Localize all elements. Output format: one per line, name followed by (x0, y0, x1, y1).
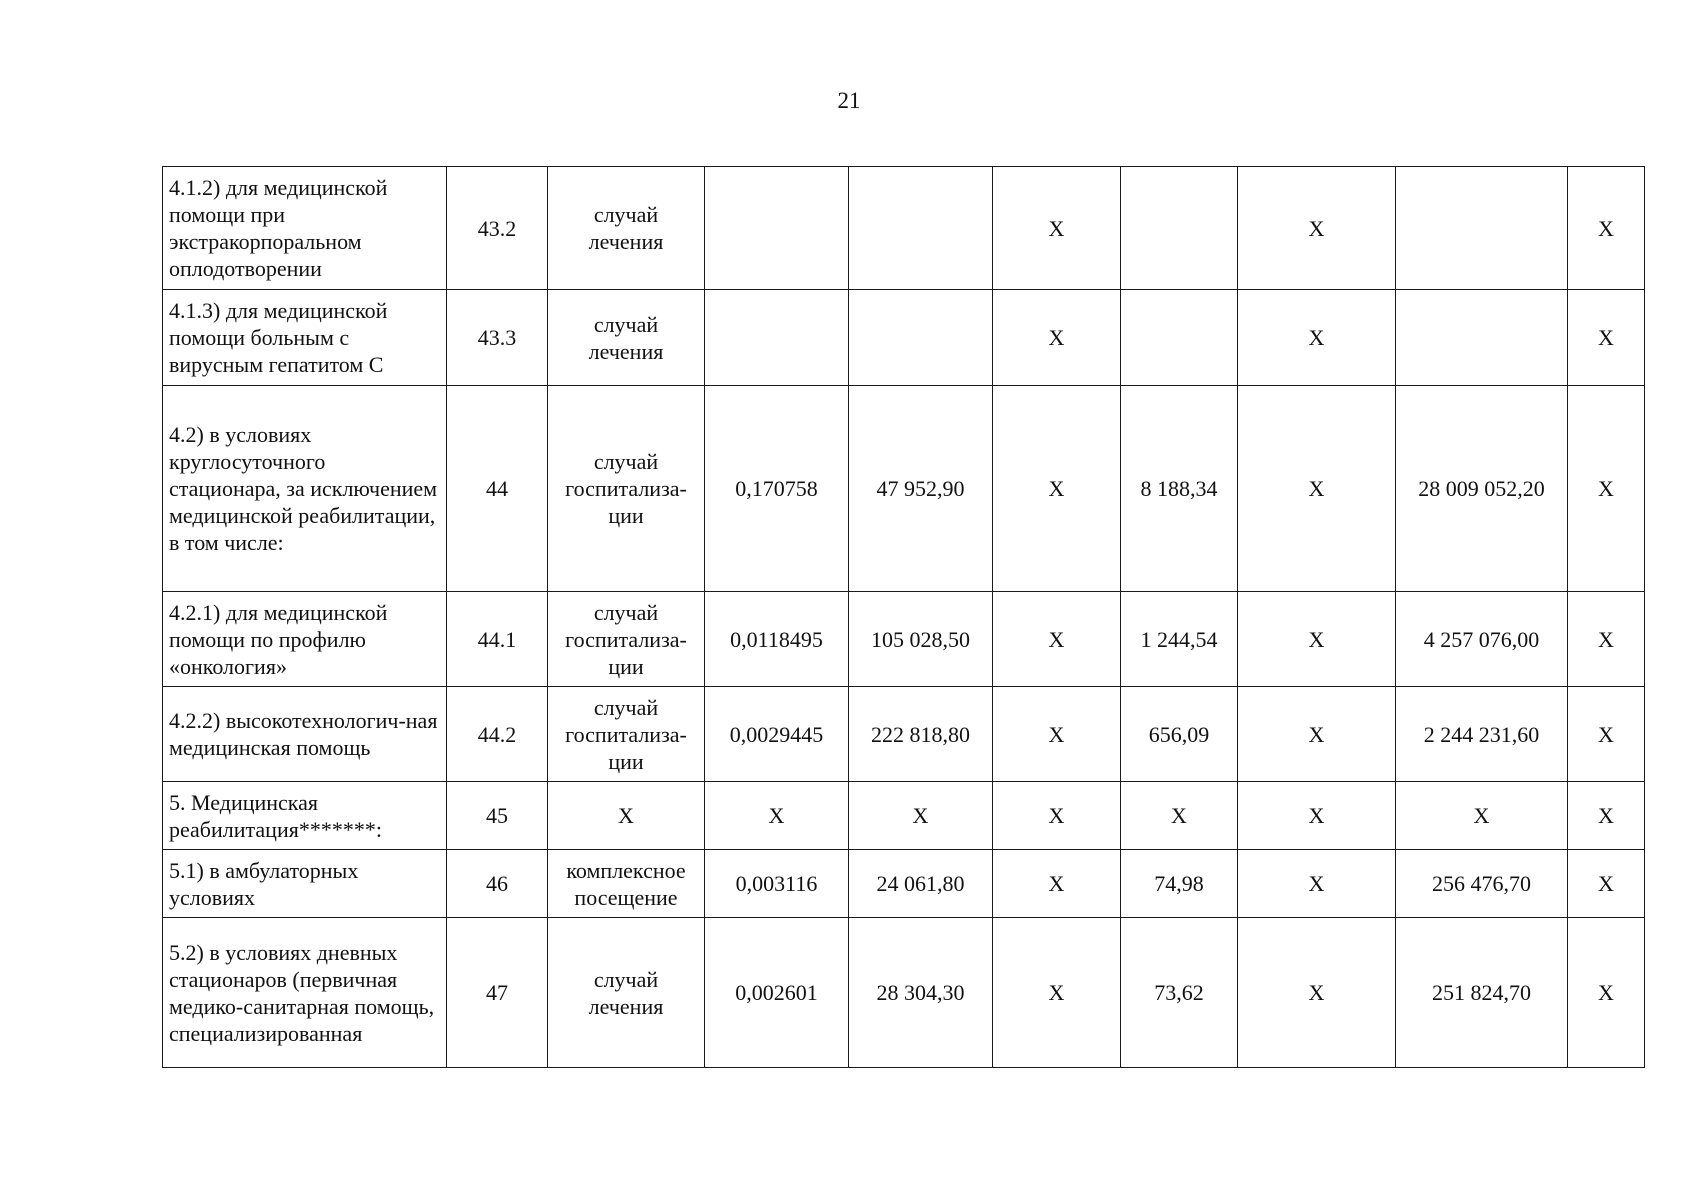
row-line-number: 43.3 (447, 290, 548, 386)
row-norm-volume: 0,002601 (705, 918, 849, 1068)
row-unit-cost: Х (849, 782, 993, 850)
row-x-mark-3: Х (1568, 592, 1645, 687)
row-x-mark-1: Х (993, 850, 1121, 918)
row-unit-cost: 105 028,50 (849, 592, 993, 687)
row-norm-volume (705, 167, 849, 290)
row-unit: комплексное посещение (548, 850, 705, 918)
row-line-number: 44.1 (447, 592, 548, 687)
row-total: 2 244 231,60 (1396, 687, 1568, 782)
table-row (163, 918, 1645, 1068)
row-norm-volume: Х (705, 782, 849, 850)
table-row (163, 290, 1645, 386)
row-norm-volume (705, 290, 849, 386)
row-total: Х (1396, 782, 1568, 850)
row-total: 4 257 076,00 (1396, 592, 1568, 687)
row-total: 251 824,70 (1396, 918, 1568, 1068)
row-total (1396, 167, 1568, 290)
row-name: 4.2.1) для медицинской помощи по профилю «онкология» (163, 592, 447, 687)
row-norm-volume: 0,003116 (705, 850, 849, 918)
row-x-mark-1: Х (993, 592, 1121, 687)
row-unit-cost (849, 167, 993, 290)
table-body (163, 167, 1645, 1068)
page-number: 21 (837, 88, 861, 113)
row-x-mark-3: Х (1568, 167, 1645, 290)
table-row (163, 592, 1645, 687)
row-per-capita: 73,62 (1121, 918, 1238, 1068)
row-x-mark-2: Х (1238, 850, 1396, 918)
row-x-mark-2: Х (1238, 290, 1396, 386)
row-unit: случай госпитализа-ции (548, 687, 705, 782)
row-name: 5. Медицинская реабилитация*******: (163, 782, 447, 850)
table-row (163, 782, 1645, 850)
row-x-mark-1: Х (993, 290, 1121, 386)
row-name: 5.1) в амбулаторных условиях (163, 850, 447, 918)
row-per-capita: 1 244,54 (1121, 592, 1238, 687)
row-x-mark-1: Х (993, 687, 1121, 782)
data-table (162, 166, 1645, 1068)
row-x-mark-1: Х (993, 918, 1121, 1068)
row-per-capita: 8 188,34 (1121, 386, 1238, 592)
table-row (163, 167, 1645, 290)
row-line-number: 46 (447, 850, 548, 918)
row-unit: случай лечения (548, 167, 705, 290)
row-per-capita: Х (1121, 782, 1238, 850)
row-x-mark-2: Х (1238, 386, 1396, 592)
row-unit-cost: 28 304,30 (849, 918, 993, 1068)
table-row (163, 687, 1645, 782)
row-line-number: 44.2 (447, 687, 548, 782)
row-per-capita: 74,98 (1121, 850, 1238, 918)
row-x-mark-2: Х (1238, 167, 1396, 290)
row-line-number: 47 (447, 918, 548, 1068)
row-line-number: 44 (447, 386, 548, 592)
row-name: 5.2) в условиях дневных стационаров (первичная медико-санитарная помощь, специализированная (163, 918, 447, 1068)
row-unit-cost: 47 952,90 (849, 386, 993, 592)
row-x-mark-2: Х (1238, 782, 1396, 850)
row-x-mark-1: Х (993, 386, 1121, 592)
row-total: 256 476,70 (1396, 850, 1568, 918)
row-per-capita (1121, 167, 1238, 290)
row-x-mark-2: Х (1238, 918, 1396, 1068)
row-unit-cost (849, 290, 993, 386)
row-norm-volume: 0,0118495 (705, 592, 849, 687)
row-name: 4.1.3) для медицинской помощи больным с вирусным гепатитом С (163, 290, 447, 386)
row-unit: случай госпитализа-ции (548, 592, 705, 687)
row-unit: случай лечения (548, 918, 705, 1068)
row-per-capita: 656,09 (1121, 687, 1238, 782)
row-x-mark-2: Х (1238, 687, 1396, 782)
row-x-mark-3: Х (1568, 290, 1645, 386)
row-unit: случай госпитализа-ции (548, 386, 705, 592)
row-x-mark-1: Х (993, 782, 1121, 850)
row-x-mark-3: Х (1568, 386, 1645, 592)
row-unit-cost: 24 061,80 (849, 850, 993, 918)
row-unit: Х (548, 782, 705, 850)
row-x-mark-2: Х (1238, 592, 1396, 687)
row-x-mark-1: Х (993, 167, 1121, 290)
row-name: 4.2.2) высокотехнологич-ная медицинская помощь (163, 687, 447, 782)
row-name: 4.1.2) для медицинской помощи при экстракорпоральном оплодотворении (163, 167, 447, 290)
table-row (163, 386, 1645, 592)
row-name: 4.2) в условиях круглосуточного стационара, за исключением медицинской реабилитации, в том числе: (163, 386, 447, 592)
row-norm-volume: 0,170758 (705, 386, 849, 592)
row-line-number: 45 (447, 782, 548, 850)
row-x-mark-3: Х (1568, 782, 1645, 850)
row-total: 28 009 052,20 (1396, 386, 1568, 592)
table-row (163, 850, 1645, 918)
row-unit-cost: 222 818,80 (849, 687, 993, 782)
row-x-mark-3: Х (1568, 918, 1645, 1068)
row-x-mark-3: Х (1568, 850, 1645, 918)
row-x-mark-3: Х (1568, 687, 1645, 782)
row-per-capita (1121, 290, 1238, 386)
row-norm-volume: 0,0029445 (705, 687, 849, 782)
row-line-number: 43.2 (447, 167, 548, 290)
row-total (1396, 290, 1568, 386)
row-unit: случай лечения (548, 290, 705, 386)
